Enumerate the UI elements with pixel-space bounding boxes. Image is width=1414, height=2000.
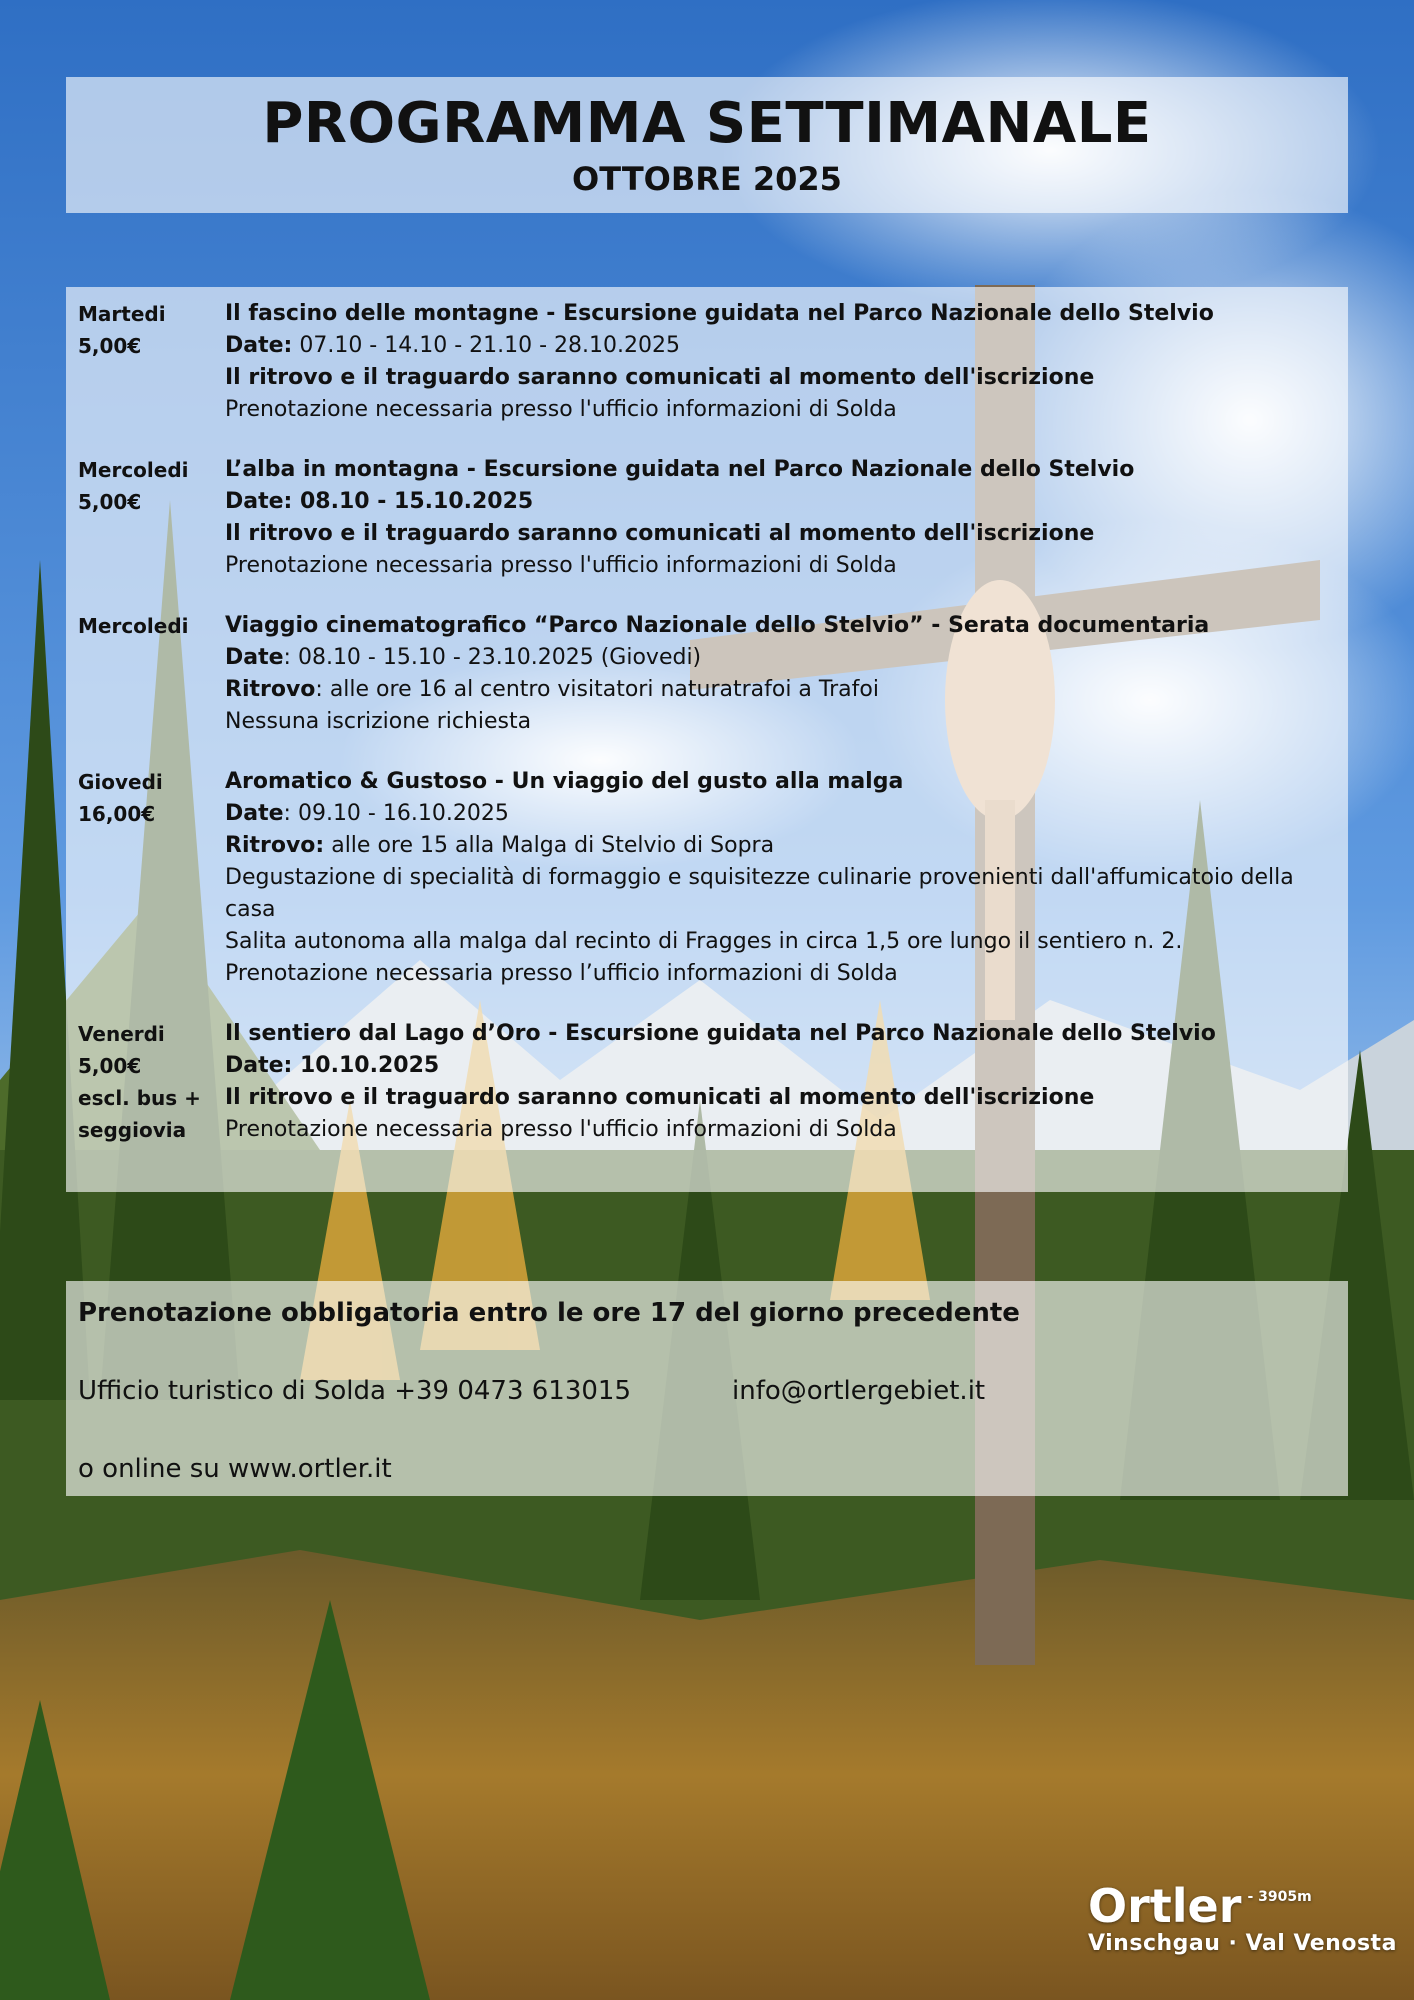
event-day: Mercoledi — [78, 614, 189, 638]
contact-email[interactable]: info@ortlergebiet.it — [732, 1376, 986, 1406]
logo-altitude: - 3905m — [1247, 1889, 1312, 1905]
event-meeting-label: Ritrovo — [225, 677, 316, 702]
event-day-price — [78, 298, 225, 426]
event-description: Degustazione di specialità di formaggio e squisitezze culinarie provenienti dall'affumicatoio della casa — [225, 865, 1294, 922]
event-meeting: Il ritrovo e il traguardo saranno comunicati al momento dell'iscrizione — [225, 521, 1095, 546]
event-price-note: escl. bus + — [78, 1086, 201, 1110]
event-booking: Prenotazione necessaria presso l’ufficio informazioni di Solda — [225, 961, 898, 986]
event-details — [225, 454, 1335, 582]
event-meeting — [225, 674, 1335, 706]
booking-deadline: Prenotazione obbligatoria entro le ore 17 del giorno precedente — [78, 1298, 1020, 1328]
event-meeting-value: alle ore 15 alla Malga di Stelvio di Sopra — [324, 833, 775, 858]
event-meeting-label: Ritrovo: — [225, 833, 325, 858]
event-meeting — [225, 830, 1335, 862]
event-date: Date: 10.10.2025 — [225, 1053, 440, 1078]
page-title: PROGRAMMA SETTIMANALE — [262, 91, 1152, 156]
event-item — [78, 766, 1348, 990]
page-subtitle: OTTOBRE 2025 — [572, 160, 842, 198]
event-price: 16,00€ — [78, 802, 156, 826]
event-title: Viaggio cinematografico “Parco Nazionale dello Stelvio” - Serata documentaria — [225, 613, 1210, 638]
event-item — [78, 454, 1348, 582]
event-booking: Prenotazione necessaria presso l'ufficio informazioni di Solda — [225, 397, 897, 422]
event-day: Mercoledi — [78, 458, 189, 482]
logo-region: Vinschgau · Val Venosta — [1088, 1931, 1397, 1956]
ortler-logo — [1088, 1879, 1397, 1959]
online-booking[interactable]: o online su www.ortler.it — [78, 1454, 392, 1484]
event-meeting: Il ritrovo e il traguardo saranno comunicati al momento dell'iscrizione — [225, 365, 1095, 390]
event-meeting: Il ritrovo e il traguardo saranno comunicati al momento dell'iscrizione — [225, 1085, 1095, 1110]
event-booking: Prenotazione necessaria presso l'ufficio informazioni di Solda — [225, 553, 897, 578]
event-price: 5,00€ — [78, 334, 142, 358]
event-date-label: Date — [225, 645, 284, 670]
event-price: 5,00€ — [78, 1054, 142, 1078]
event-date — [225, 798, 1335, 830]
event-title: L’alba in montagna - Escursione guidata nel Parco Nazionale dello Stelvio — [225, 457, 1135, 482]
event-price-note: seggiovia — [78, 1118, 187, 1142]
event-date-value: : 08.10 - 15.10 - 23.10.2025 (Giovedi) — [283, 645, 702, 670]
event-item — [78, 1018, 1348, 1146]
event-title: Il sentiero dal Lago d’Oro - Escursione guidata nel Parco Nazionale dello Stelvio — [225, 1021, 1216, 1046]
event-details — [225, 766, 1335, 990]
event-details — [225, 610, 1335, 738]
event-day-price — [78, 454, 225, 582]
event-day-price — [78, 766, 225, 990]
event-date — [225, 642, 1335, 674]
event-item — [78, 298, 1348, 426]
logo-name: Ortler — [1088, 1879, 1242, 1933]
event-day: Venerdi — [78, 1022, 165, 1046]
event-date-label: Date: — [225, 333, 293, 358]
contact-row — [78, 1371, 1348, 1411]
event-booking: Prenotazione necessaria presso l'ufficio informazioni di Solda — [225, 1117, 897, 1142]
event-title: Aromatico & Gustoso - Un viaggio del gusto alla malga — [225, 769, 904, 794]
event-date — [225, 330, 1335, 362]
event-description: Salita autonoma alla malga dal recinto di Fragges in circa 1,5 ore lungo il sentiero n. 2. — [225, 929, 1183, 954]
contact-panel — [66, 1281, 1348, 1496]
event-day: Martedi — [78, 302, 166, 326]
office-phone: Ufficio turistico di Solda +39 0473 613015 — [78, 1376, 632, 1406]
event-date-value: : 09.10 - 16.10.2025 — [283, 801, 509, 826]
event-date-label: Date — [225, 801, 284, 826]
event-details — [225, 298, 1335, 426]
event-date-value: 07.10 - 14.10 - 21.10 - 28.10.2025 — [292, 333, 681, 358]
event-details — [225, 1018, 1335, 1146]
event-price: 5,00€ — [78, 490, 142, 514]
program-panel — [66, 287, 1348, 1192]
event-meeting-value: : alle ore 16 al centro visitatori naturatrafoi a Trafoi — [315, 677, 879, 702]
event-day-price — [78, 1018, 225, 1146]
event-day: Giovedi — [78, 770, 163, 794]
event-title: Il fascino delle montagne - Escursione guidata nel Parco Nazionale dello Stelvio — [225, 301, 1214, 326]
event-note: Nessuna iscrizione richiesta — [225, 709, 532, 734]
event-day-price — [78, 610, 225, 738]
event-item — [78, 610, 1348, 738]
title-panel — [66, 77, 1348, 213]
event-date: Date: 08.10 - 15.10.2025 — [225, 489, 534, 514]
